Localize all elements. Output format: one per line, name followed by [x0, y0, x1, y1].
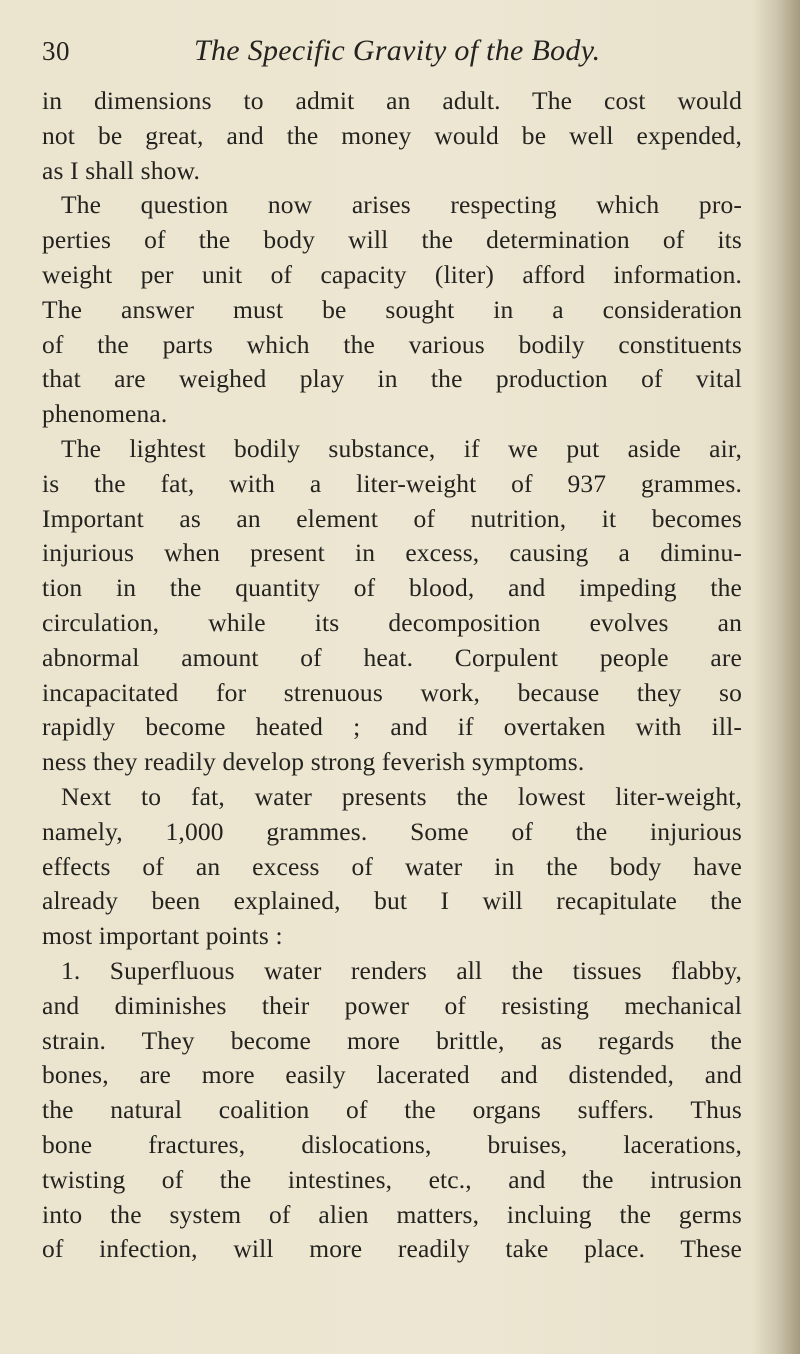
text-line: Next to fat, water presents the lowest liter-weight,	[61, 781, 742, 811]
text-line: twisting of the intestines, etc., and the intrusion	[42, 1164, 742, 1194]
running-title: The Specific Gravity of the Body.	[194, 34, 601, 67]
page-header	[42, 28, 742, 74]
text-line: Important as an element of nutrition, it becomes	[42, 503, 742, 533]
text-line: 1. Superfluous water renders all the tissues flabby,	[61, 955, 742, 985]
text-line: in dimensions to admit an adult. The cost would	[42, 86, 742, 115]
text-line: already been explained, but I will recapitulate the	[42, 886, 742, 916]
text-line: abnormal amount of heat. Corpulent people are	[42, 642, 742, 672]
text-line: ness they readily develop strong feverish symptoms.	[42, 747, 585, 777]
text-line: The lightest bodily substance, if we put aside air,	[61, 433, 742, 463]
text-line: circulation, while its decomposition evolves an	[42, 607, 742, 637]
text-line: phenomena.	[42, 399, 168, 429]
text-line: into the system of alien matters, incluing the germs	[42, 1199, 742, 1229]
text-line: is the fat, with a liter-weight of 937 grammes.	[42, 468, 742, 498]
text-line: The question now arises respecting which pro-	[61, 190, 742, 220]
text-line: bone fractures, dislocations, bruises, lacerations,	[42, 1129, 742, 1159]
text-line: incapacitated for strenuous work, because they so	[42, 677, 742, 707]
page-number: 30	[42, 36, 70, 66]
text-line: of infection, will more readily take place. These	[42, 1234, 742, 1264]
text-line: and diminishes their power of resisting mechanical	[42, 990, 742, 1020]
text-line: that are weighed play in the production of vital	[42, 364, 742, 394]
text-line: of the parts which the various bodily constituents	[42, 329, 742, 359]
text-line: most important points :	[42, 921, 283, 951]
text-line: not be great, and the money would be well expended,	[42, 120, 742, 150]
text-line: as I shall show.	[42, 155, 200, 185]
text-line: The answer must be sought in a consideration	[42, 294, 742, 324]
text-line: rapidly become heated ; and if overtaken with ill-	[42, 712, 742, 742]
text-line: tion in the quantity of blood, and impeding the	[42, 573, 742, 603]
body-text	[42, 84, 742, 1267]
text-line: weight per unit of capacity (liter) afford information.	[42, 259, 742, 289]
text-line: effects of an excess of water in the body have	[42, 851, 742, 881]
text-line: the natural coalition of the organs suffers. Thus	[42, 1095, 742, 1125]
text-line: namely, 1,000 grammes. Some of the injurious	[42, 816, 742, 846]
text-line: perties of the body will the determination of its	[42, 225, 742, 255]
text-line: injurious when present in excess, causing a diminu-	[42, 538, 742, 568]
text-line: strain. They become more brittle, as regards the	[42, 1025, 742, 1055]
text-line: bones, are more easily lacerated and distended, and	[42, 1060, 742, 1090]
